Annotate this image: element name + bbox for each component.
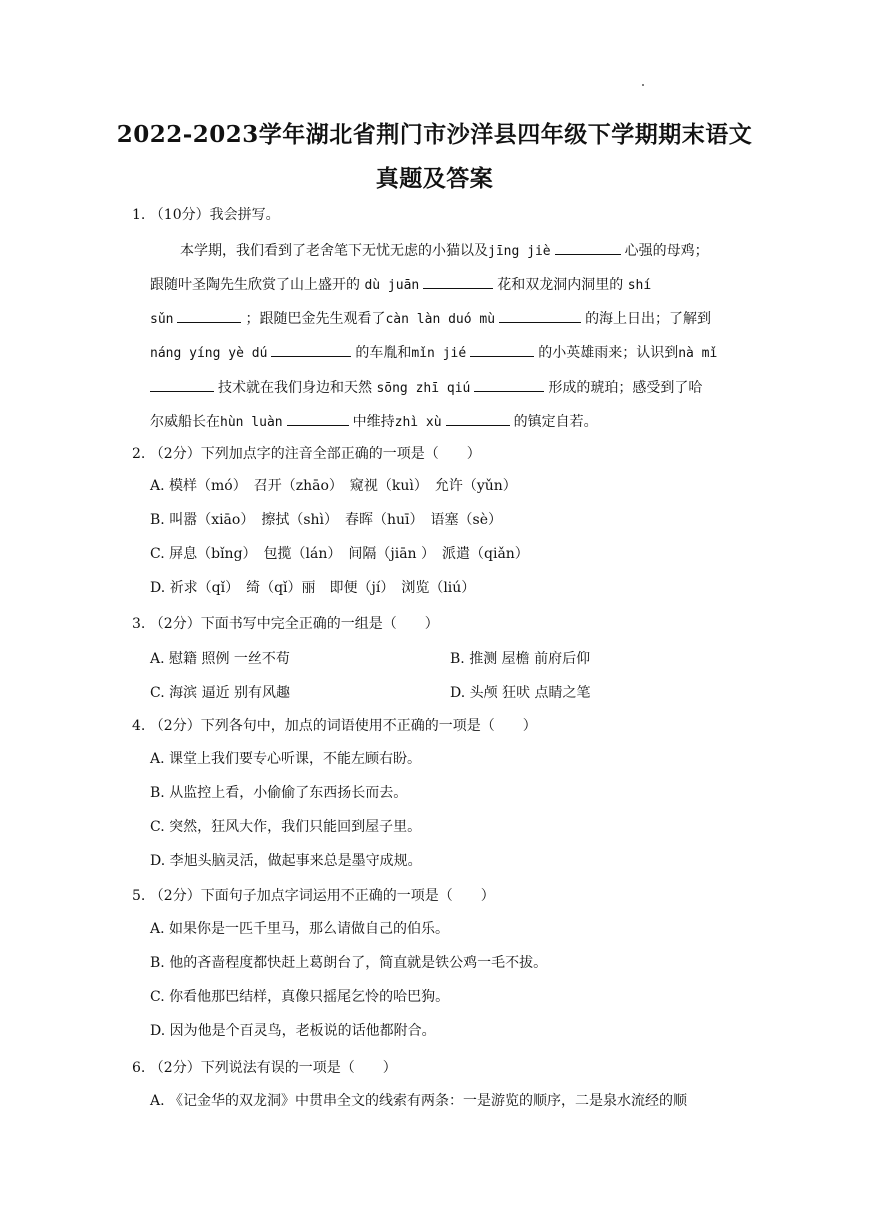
answer-blank[interactable] <box>423 274 493 289</box>
q3-option-d[interactable]: D. 头颅 狂吠 点睛之笔 <box>450 685 591 701</box>
q1-line-4: náng yíng yè dú 的车胤和mǐn jié 的小英雄雨来；认识到nà mǐ <box>150 342 717 364</box>
q1-line-6: 尔威船长在hùn luàn 中维持zhì xù 的镇定自若。 <box>150 411 598 433</box>
q4-heading: 4. （2分）下列各句中，加点的词语使用不正确的一项是（ ） <box>132 718 537 734</box>
q5-heading: 5. （2分）下面句子加点字词运用不正确的一项是（ ） <box>132 888 495 904</box>
q6-heading: 6. （2分）下列说法有误的一项是（ ） <box>132 1060 397 1076</box>
top-dot <box>642 84 644 86</box>
answer-blank[interactable] <box>499 308 581 323</box>
answer-blank[interactable] <box>474 377 544 392</box>
answer-blank[interactable] <box>271 342 351 357</box>
q1-heading: 1. （10分）我会拼写。 <box>132 207 280 223</box>
q5-option-a[interactable]: A. 如果你是一匹千里马，那么请做自己的伯乐。 <box>150 921 450 937</box>
q3-heading: 3. （2分）下面书写中完全正确的一组是（ ） <box>132 616 439 632</box>
q5-option-c[interactable]: C. 你看他那巴结样，真像只摇尾乞怜的哈巴狗。 <box>150 989 450 1005</box>
answer-blank[interactable] <box>555 240 621 255</box>
q3-option-c[interactable]: C. 海滨 逼近 别有风趣 <box>150 685 291 701</box>
q1-line-2: 跟随叶圣陶先生欣赏了山上盛开的 dù juān 花和双龙洞内洞里的 shí <box>150 274 651 296</box>
q1-line-3: sǔn ；跟随巴金先生观看了càn làn duó mù 的海上日出；了解到 <box>150 308 711 330</box>
q6-option-a[interactable]: A. 《记金华的双龙洞》中贯串全文的线索有两条：一是游览的顺序，二是泉水流经的顺 <box>150 1093 688 1109</box>
answer-blank[interactable] <box>177 308 241 323</box>
q2-heading: 2. （2分）下列加点字的注音全部正确的一项是（ ） <box>132 446 481 462</box>
q3-option-b[interactable]: B. 推测 屋檐 前府后仰 <box>450 651 591 667</box>
q2-option-d[interactable]: D. 祈求（qǐ） 绮（qǐ）丽 即便（jí） 浏览（liú） <box>150 580 476 596</box>
q3-option-a[interactable]: A. 慰籍 照例 一丝不苟 <box>150 651 290 667</box>
q5-option-d[interactable]: D. 因为他是个百灵鸟，老板说的话他都附合。 <box>150 1023 436 1039</box>
q4-option-a[interactable]: A. 课堂上我们要专心听课，不能左顾右盼。 <box>150 751 422 767</box>
title-line-2: 真题及答案 <box>375 165 494 192</box>
answer-blank[interactable] <box>446 411 510 426</box>
q4-option-d[interactable]: D. 李旭头脑灵活，做起事来总是墨守成规。 <box>150 853 422 869</box>
answer-blank[interactable] <box>287 411 349 426</box>
q4-option-c[interactable]: C. 突然，狂风大作，我们只能回到屋子里。 <box>150 819 422 835</box>
q1-line-1: 本学期，我们看到了老舍笔下无忧无虑的小猫以及jīng jiè 心强的母鸡； <box>180 240 709 262</box>
q4-option-b[interactable]: B. 从监控上看，小偷偷了东西扬长而去。 <box>150 785 408 801</box>
title-line-1: 2022-2023学年湖北省荆门市沙洋县四年级下学期期末语文 <box>116 121 753 148</box>
answer-blank[interactable] <box>150 377 214 392</box>
q1-line-5: 技术就在我们身边和天然 sōng zhī qiú 形成的琥珀；感受到了哈 <box>150 377 702 399</box>
answer-blank[interactable] <box>470 342 534 357</box>
q2-option-a[interactable]: A. 模样（mó） 召开（zhāo） 窥视（kuì） 允许（yǔn） <box>150 478 517 494</box>
q5-option-b[interactable]: B. 他的吝啬程度都快赶上葛朗台了，简直就是铁公鸡一毛不拔。 <box>150 955 548 971</box>
q2-option-b[interactable]: B. 叫嚣（xiāo） 擦拭（shì） 春晖（huī） 语塞（sè） <box>150 512 502 528</box>
q2-option-c[interactable]: C. 屏息（bǐng） 包揽（lán） 间隔（jiān ） 派遣（qiǎn） <box>150 546 529 562</box>
